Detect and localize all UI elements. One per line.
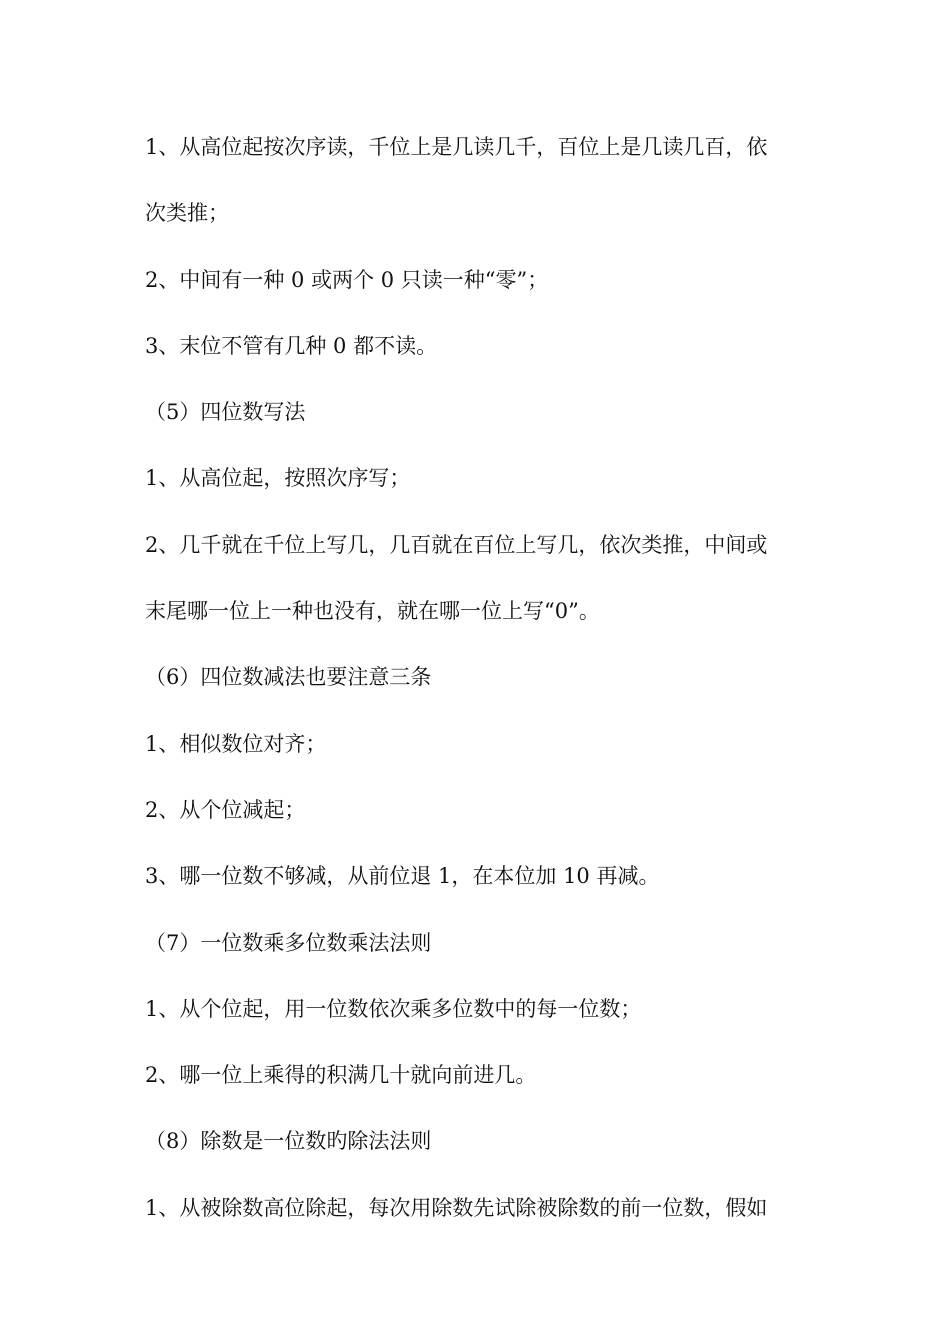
paragraph-line: 1、从个位起，用一位数依次乘多位数中的每一位数； [145, 996, 642, 1021]
paragraph-line: 1、相似数位对齐； [145, 731, 327, 756]
section-heading: （6）四位数减法也要注意三条 [145, 665, 432, 690]
paragraph-line: 1、从高位起按次序读，千位上是几读几千，百位上是几读几百，依 [145, 135, 768, 159]
paragraph-line: 3、哪一位数不够减，从前位退 1，在本位加 10 再减。 [145, 864, 660, 889]
paragraph-line: 2、中间有一种 0 或两个 0 只读一种“零”； [145, 267, 549, 292]
paragraph-line: 2、哪一位上乘得的积满几十就向前进几。 [145, 1063, 537, 1088]
paragraph-line: 3、末位不管有几种 0 都不读。 [145, 333, 438, 358]
document-body [145, 114, 810, 1241]
paragraph-line: 2、几千就在千位上写几，几百就在百位上写几，依次类推，中间或 [145, 532, 768, 557]
paragraph-line: 2、从个位减起； [145, 797, 306, 822]
section-heading: （5）四位数写法 [145, 400, 306, 425]
paragraph-line: 次类推； [145, 201, 229, 226]
section-heading: （8）除数是一位数旳除法法则 [145, 1129, 432, 1154]
paragraph-line: 1、从高位起，按照次序写； [145, 466, 411, 491]
paragraph-line: 末尾哪一位上一种也没有，就在哪一位上写“0”。 [145, 599, 600, 624]
paragraph-line: 1、从被除数高位除起，每次用除数先试除被除数的前一位数，假如 [145, 1195, 768, 1220]
section-heading: （7）一位数乘多位数乘法法则 [145, 930, 432, 955]
